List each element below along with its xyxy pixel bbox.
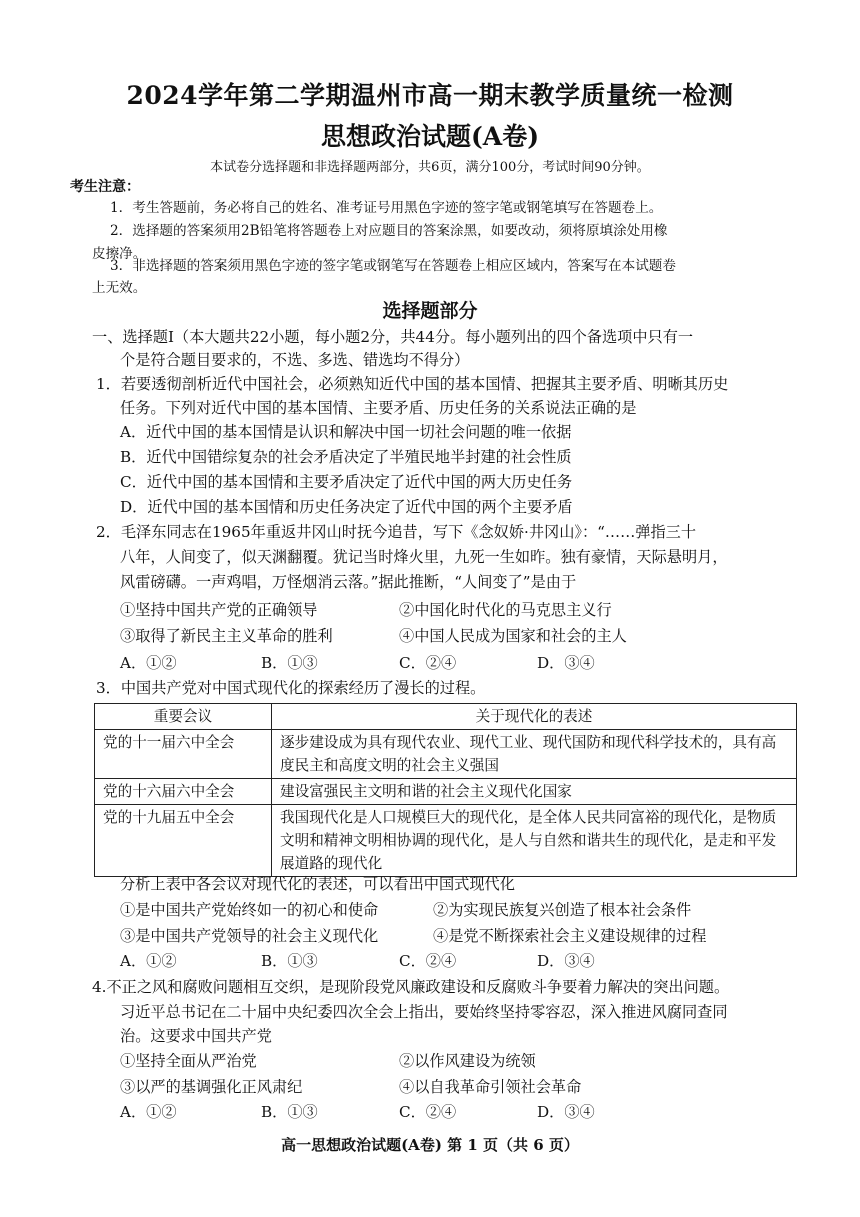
table-cell-statement: 逐步建设成为具有现代农业、现代工业、现代国防和现代科学技术的，具有高度民主和高度文明的社会主义强国 [272,730,797,779]
q2-statement-2: ②中国化时代化的马克思主义行 [399,601,612,619]
q4-statement-4: ④以自我革命引领社会革命 [399,1078,582,1096]
q3-statement-2: ②为实现民族复兴创造了根本社会条件 [433,901,692,919]
q4-option-d: D．③④ [537,1103,595,1121]
q2-option-d: D．③④ [537,654,595,672]
q4-stem-line-3: 治。这要求中国共产党 [120,1027,272,1045]
table-cell-statement: 建设富强民主文明和谐的社会主义现代化国家 [272,779,797,805]
table-header-meeting: 重要会议 [95,704,272,730]
table-row [95,730,797,779]
exam-intro: 本试卷分选择题和非选择题两部分，共6页，满分100分，考试时间90分钟。 [210,160,650,175]
note-2-line-2: 皮擦净。 [92,246,147,262]
q2-stem-line-1: 2．毛泽东同志在1965年重返井冈山时抚今追昔，写下《念奴娇·井冈山》：“……弹指三十 [96,523,697,541]
table-header-statement: 关于现代化的表述 [272,704,797,730]
q2-option-c: C．②④ [399,654,457,672]
note-1: 1．考生答题前，务必将自己的姓名、准考证号用黑色字迹的签字笔或钢笔填写在答题卷上。 [110,200,663,216]
q3-stem-line-2: 分析上表中各会议对现代化的表述，可以看出中国式现代化 [120,875,515,893]
q1-option-b: B．近代中国错综复杂的社会矛盾决定了半殖民地半封建的社会性质 [120,448,572,466]
q2-option-b: B．①③ [261,654,318,672]
q4-statement-2: ②以作风建设为统领 [399,1052,536,1070]
section-title: 选择题部分 [382,300,478,322]
note-3-line-1: 3．非选择题的答案须用黑色字迹的签字笔或钢笔写在答题卷上相应区域内，答案写在本试题卷 [110,258,676,274]
table-cell-meeting: 党的十一届六中全会 [95,730,272,779]
q4-statement-1: ①坚持全面从严治党 [120,1052,257,1070]
q2-stem-line-2: 八年，人间变了，似天渊翻覆。犹记当时烽火里，九死一生如昨。独有豪情，天际悬明月， [120,548,728,566]
part1-line-2: 个是符合题目要求的，不选、多选、错选均不得分） [120,351,470,369]
q1-option-d: D．近代中国的基本国情和历史任务决定了近代中国的两个主要矛盾 [120,498,573,516]
page-footer: 高一思想政治试题(A卷) 第 1 页（共 6 页） [281,1136,579,1154]
q2-option-a: A．①② [120,654,177,672]
q3-option-b: B．①③ [261,952,318,970]
note-2-line-1: 2．选择题的答案须用2B铅笔将答题卷上对应题目的答案涂黑，如要改动，须将原填涂处用橡 [110,223,668,239]
notes-label: 考生注意： [70,179,140,195]
q1-option-a: A．近代中国的基本国情是认识和解决中国一切社会问题的唯一依据 [120,423,572,441]
q4-stem-line-2: 习近平总书记在二十届中央纪委四次全会上指出，要始终坚持零容忍，深入推进风腐同查同 [120,1003,728,1021]
table-header-row [95,704,797,730]
q2-stem-line-3: 风雷磅礴。一声鸡唱，万怪烟消云落。”据此推断，“人间变了”是由于 [120,573,577,591]
q4-option-b: B．①③ [261,1103,318,1121]
table-cell-statement: 我国现代化是人口规模巨大的现代化，是全体人民共同富裕的现代化，是物质文明和精神文明相协调的现代化，是人与自然和谐共生的现代化，是走和平发展道路的现代化 [272,805,797,877]
table-cell-meeting: 党的十九届五中全会 [95,805,272,877]
q4-option-c: C．②④ [399,1103,457,1121]
table-row [95,779,797,805]
note-3-line-2: 上无效。 [92,280,147,296]
q3-statement-4: ④是党不断探索社会主义建设规律的过程 [433,927,707,945]
q4-stem-line-1: 4.不正之风和腐败问题相互交织，是现阶段党风廉政建设和反腐败斗争要着力解决的突出问题。 [92,978,730,996]
exam-subtitle: 思想政治试题(A卷) [320,122,540,151]
q2-statement-1: ①坚持中国共产党的正确领导 [120,601,318,619]
q4-statement-3: ③以严的基调强化正风肃纪 [120,1078,303,1096]
table-row [95,805,797,877]
exam-title: 2024学年第二学期温州市高一期末教学质量统一检测 [126,81,734,110]
q3-option-c: C．②④ [399,952,457,970]
q3-statement-1: ①是中国共产党始终如一的初心和使命 [120,901,379,919]
table-cell-meeting: 党的十六届六中全会 [95,779,272,805]
q1-stem-line-1: 1．若要透彻剖析近代中国社会，必须熟知近代中国的基本国情、把握其主要矛盾、明晰其历史 [96,375,729,393]
q1-stem-line-2: 任务。下列对近代中国的基本国情、主要矛盾、历史任务的关系说法正确的是 [120,399,637,417]
q3-stem-line-1: 3．中国共产党对中国式现代化的探索经历了漫长的过程。 [96,679,486,697]
q3-option-d: D．③④ [537,952,595,970]
q1-option-c: C．近代中国的基本国情和主要矛盾决定了近代中国的两大历史任务 [120,473,573,491]
part1-line-1: 一、选择题Ⅰ（本大题共22小题，每小题2分，共44分。每小题列出的四个备选项中只有一 [92,328,694,346]
q4-option-a: A．①② [120,1103,177,1121]
q2-statement-4: ④中国人民成为国家和社会的主人 [399,627,627,645]
q3-table [94,703,797,877]
q2-statement-3: ③取得了新民主主义革命的胜利 [120,627,333,645]
q3-option-a: A．①② [120,952,177,970]
q3-statement-3: ③是中国共产党领导的社会主义现代化 [120,927,379,945]
